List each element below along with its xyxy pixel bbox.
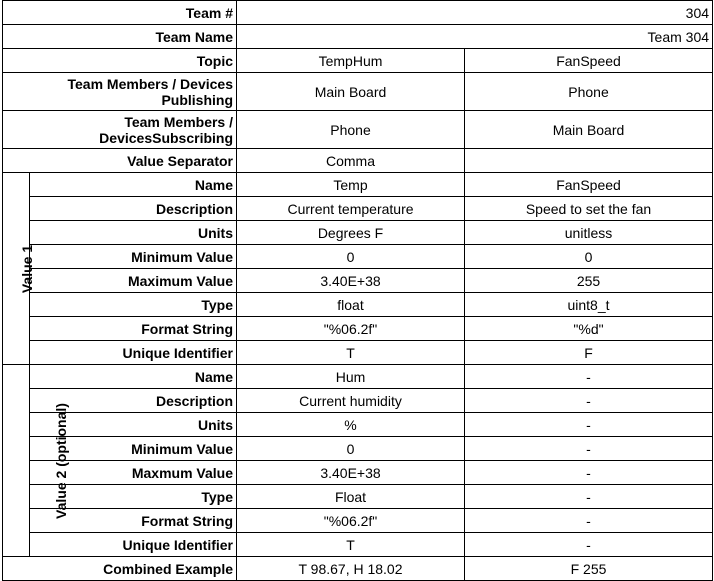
value-cell-col1[interactable]: Float xyxy=(237,485,465,509)
value-cell-col2[interactable]: Main Board xyxy=(465,111,713,149)
label-cell[interactable]: Topic xyxy=(3,49,237,73)
group-label-value-2-optional xyxy=(3,365,69,557)
label-cell[interactable]: Description xyxy=(30,197,237,221)
value-cell-col2[interactable]: - xyxy=(465,389,713,413)
row-value-1-minimum-value xyxy=(3,245,713,269)
value-cell-col1[interactable]: 3.40E+38 xyxy=(237,269,465,293)
row-value-2-optional-name xyxy=(3,365,713,389)
value-cell[interactable]: 304 xyxy=(237,1,713,25)
value-cell-col1[interactable]: Main Board xyxy=(237,73,465,111)
label-cell[interactable]: Units xyxy=(30,221,237,245)
label-cell[interactable]: Maxmum Value xyxy=(30,461,237,485)
label-cell[interactable]: Units xyxy=(30,413,237,437)
label-cell[interactable]: Name xyxy=(30,173,237,197)
value-cell-col1[interactable]: Degrees F xyxy=(237,221,465,245)
value-cell-col2[interactable]: unitless xyxy=(465,221,713,245)
value-cell-col1[interactable]: T 98.67, H 18.02 xyxy=(237,557,465,581)
label-cell[interactable]: Name xyxy=(30,365,237,389)
value-cell-col1[interactable]: T xyxy=(237,341,465,365)
label-cell[interactable]: Minimum Value xyxy=(30,245,237,269)
value-cell-col1[interactable]: % xyxy=(237,413,465,437)
row-value-1-name xyxy=(3,173,713,197)
value-cell-col1[interactable]: Current temperature xyxy=(237,197,465,221)
label-cell[interactable]: Team # xyxy=(3,1,237,25)
value-cell-col2[interactable]: Speed to set the fan xyxy=(465,197,713,221)
value-cell-col2[interactable] xyxy=(465,149,713,173)
label-cell[interactable]: Format String xyxy=(30,317,237,341)
row-value-2-optional-unique-identifier xyxy=(3,533,713,557)
label-cell[interactable]: Maximum Value xyxy=(30,269,237,293)
row-team-members-devices-publishing xyxy=(3,73,713,111)
value-cell-col2[interactable]: Phone xyxy=(465,73,713,111)
label-cell[interactable]: Type xyxy=(30,485,237,509)
value-cell-col2[interactable]: - xyxy=(465,461,713,485)
group-title: Value 1 xyxy=(19,244,36,293)
row-team-name xyxy=(3,25,713,49)
row-value-1-maximum-value xyxy=(3,269,713,293)
label-cell[interactable]: Format String xyxy=(30,509,237,533)
value-cell-col1[interactable]: Current humidity xyxy=(237,389,465,413)
value-cell-col2[interactable]: - xyxy=(465,533,713,557)
row-topic xyxy=(3,49,713,73)
value-cell-col1[interactable]: Phone xyxy=(237,111,465,149)
value-cell-col2[interactable]: - xyxy=(465,509,713,533)
group-title: Value 2 (optional) xyxy=(52,402,69,519)
row-value-separator xyxy=(3,149,713,173)
row-team-members-devicessubscribing xyxy=(3,111,713,149)
value-cell-col2[interactable]: FanSpeed xyxy=(465,49,713,73)
label-cell[interactable]: Description xyxy=(30,389,237,413)
row-value-2-optional-type xyxy=(3,485,713,509)
value-cell-col1[interactable]: 0 xyxy=(237,437,465,461)
row-value-2-optional-maxmum-value xyxy=(3,461,713,485)
label-cell[interactable]: Value Separator xyxy=(3,149,237,173)
value-cell-col2[interactable]: - xyxy=(465,485,713,509)
spec-table xyxy=(2,0,713,581)
row-value-1-description xyxy=(3,197,713,221)
value-cell-col2[interactable]: 255 xyxy=(465,269,713,293)
row-value-2-optional-description xyxy=(3,389,713,413)
label-cell[interactable]: Team Members / DevicesSubscribing xyxy=(3,111,237,149)
group-label-value-1 xyxy=(3,173,36,365)
value-cell-col2[interactable]: F xyxy=(465,341,713,365)
label-cell[interactable]: Unique Identifier xyxy=(30,341,237,365)
row-value-1-type xyxy=(3,293,713,317)
value-cell-col2[interactable]: - xyxy=(465,437,713,461)
label-cell[interactable]: Team Name xyxy=(3,25,237,49)
value-cell[interactable]: Team 304 xyxy=(237,25,713,49)
value-cell-col1[interactable]: Comma xyxy=(237,149,465,173)
label-cell[interactable]: Unique Identifier xyxy=(30,533,237,557)
label-cell[interactable]: Minimum Value xyxy=(30,437,237,461)
row-value-2-optional-format-string xyxy=(3,509,713,533)
row-value-2-optional-minimum-value xyxy=(3,437,713,461)
value-cell-col1[interactable]: Hum xyxy=(237,365,465,389)
row-team xyxy=(3,1,713,25)
row-value-2-optional-units xyxy=(3,413,713,437)
value-cell-col2[interactable]: FanSpeed xyxy=(465,173,713,197)
row-value-1-units xyxy=(3,221,713,245)
value-cell-col1[interactable]: TempHum xyxy=(237,49,465,73)
value-cell-col1[interactable]: "%06.2f" xyxy=(237,317,465,341)
value-cell-col2[interactable]: uint8_t xyxy=(465,293,713,317)
label-cell[interactable]: Type xyxy=(30,293,237,317)
value-cell-col1[interactable]: Temp xyxy=(237,173,465,197)
row-combined-example xyxy=(3,557,713,581)
value-cell-col2[interactable]: "%d" xyxy=(465,317,713,341)
value-cell-col2[interactable]: - xyxy=(465,413,713,437)
row-value-1-unique-identifier xyxy=(3,341,713,365)
label-cell[interactable]: Team Members / Devices Publishing xyxy=(3,73,237,111)
value-cell-col1[interactable]: T xyxy=(237,533,465,557)
value-cell-col2[interactable]: - xyxy=(465,365,713,389)
value-cell-col2[interactable]: F 255 xyxy=(465,557,713,581)
value-cell-col1[interactable]: 0 xyxy=(237,245,465,269)
value-cell-col1[interactable]: 3.40E+38 xyxy=(237,461,465,485)
value-cell-col1[interactable]: float xyxy=(237,293,465,317)
value-cell-col1[interactable]: "%06.2f" xyxy=(237,509,465,533)
row-value-1-format-string xyxy=(3,317,713,341)
label-cell[interactable]: Combined Example xyxy=(3,557,237,581)
value-cell-col2[interactable]: 0 xyxy=(465,245,713,269)
